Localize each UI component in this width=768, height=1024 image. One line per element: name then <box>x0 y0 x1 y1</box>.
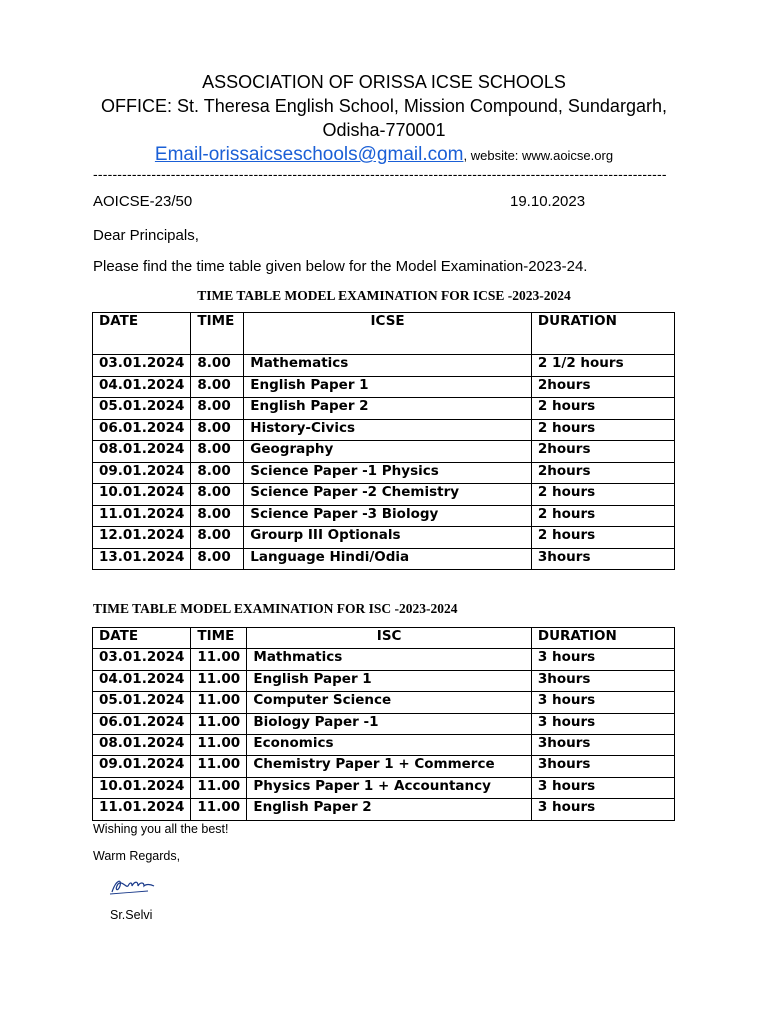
cell-duration: 3 hours <box>531 777 674 798</box>
cell-subject: Economics <box>247 734 531 755</box>
cell-duration: 3hours <box>531 734 674 755</box>
table-row <box>93 355 675 377</box>
cell-date: 08.01.2024 <box>93 734 191 755</box>
cell-time: 8.00 <box>191 505 244 527</box>
header-duration: DURATION <box>531 313 674 355</box>
cell-date: 04.01.2024 <box>93 670 191 691</box>
cell-subject: History-Civics <box>244 419 532 441</box>
org-name: ASSOCIATION OF ORISSA ICSE SCHOOLS <box>202 72 566 92</box>
table-row <box>93 713 675 734</box>
table-header-row <box>93 628 675 649</box>
icse-timetable <box>92 312 675 570</box>
table-row <box>93 462 675 484</box>
header-duration: DURATION <box>531 628 674 649</box>
cell-date: 12.01.2024 <box>93 527 191 549</box>
cell-time: 11.00 <box>191 692 247 713</box>
cell-duration: 3hours <box>531 756 674 777</box>
cell-duration: 3hours <box>531 548 674 570</box>
isc-table-title: TIME TABLE MODEL EXAMINATION FOR ISC -2023-2024 <box>93 601 458 616</box>
header-time: TIME <box>191 628 247 649</box>
cell-subject: Mathmatics <box>247 649 531 670</box>
header-date: DATE <box>93 313 191 355</box>
cell-duration: 2 hours <box>531 484 674 506</box>
table-row <box>93 419 675 441</box>
cell-subject: Science Paper -1 Physics <box>244 462 532 484</box>
cell-duration: 2 hours <box>531 419 674 441</box>
icse-table-title: TIME TABLE MODEL EXAMINATION FOR ICSE -2023-2024 <box>197 288 571 303</box>
cell-date: 05.01.2024 <box>93 692 191 713</box>
table-row <box>93 441 675 463</box>
office-address-city: Odisha-770001 <box>322 120 446 140</box>
cell-duration: 3 hours <box>531 692 674 713</box>
table-row <box>93 398 675 420</box>
cell-duration: 2 hours <box>531 527 674 549</box>
header-subject: ICSE <box>244 313 532 355</box>
reference-number: AOICSE-23/50 <box>93 193 193 210</box>
table-row <box>93 734 675 755</box>
cell-subject: Grourp III Optionals <box>244 527 532 549</box>
cell-duration: 2hours <box>531 376 674 398</box>
header-date: DATE <box>93 628 191 649</box>
table-row <box>93 505 675 527</box>
closing-wish: Wishing you all the best! <box>93 822 229 836</box>
cell-date: 10.01.2024 <box>93 484 191 506</box>
cell-date: 09.01.2024 <box>93 756 191 777</box>
cell-subject: Computer Science <box>247 692 531 713</box>
cell-time: 8.00 <box>191 355 244 377</box>
table-row <box>93 527 675 549</box>
cell-subject: Biology Paper -1 <box>247 713 531 734</box>
cell-time: 8.00 <box>191 419 244 441</box>
cell-duration: 2 hours <box>531 505 674 527</box>
cell-date: 03.01.2024 <box>93 649 191 670</box>
separator-line: ---------------------------------------------------------------------------------------------------------------------- <box>93 166 667 182</box>
table-header-row <box>93 313 675 355</box>
cell-time: 8.00 <box>191 398 244 420</box>
cell-duration: 3 hours <box>531 649 674 670</box>
cell-date: 10.01.2024 <box>93 777 191 798</box>
email-link[interactable]: Email-orissaicseschools@gmail.com <box>154 144 464 165</box>
cell-subject: Science Paper -3 Biology <box>244 505 532 527</box>
cell-time: 8.00 <box>191 527 244 549</box>
cell-date: 11.01.2024 <box>93 505 191 527</box>
cell-duration: 2hours <box>531 441 674 463</box>
cell-date: 03.01.2024 <box>93 355 191 377</box>
website-text: , website: www.aoicse.org <box>463 148 614 163</box>
cell-subject: Language Hindi/Odia <box>244 548 532 570</box>
cell-subject: English Paper 1 <box>247 670 531 691</box>
signatory-name: Sr.Selvi <box>110 908 153 922</box>
cell-subject: Chemistry Paper 1 + Commerce <box>247 756 531 777</box>
cell-subject: English Paper 2 <box>247 799 531 820</box>
table-row <box>93 799 675 820</box>
cell-date: 06.01.2024 <box>93 713 191 734</box>
cell-duration: 3 hours <box>531 799 674 820</box>
cell-date: 11.01.2024 <box>93 799 191 820</box>
cell-time: 11.00 <box>191 756 247 777</box>
cell-time: 8.00 <box>191 462 244 484</box>
contact-line <box>0 142 768 168</box>
cell-date: 06.01.2024 <box>93 419 191 441</box>
closing-regards: Warm Regards, <box>93 849 181 863</box>
cell-time: 11.00 <box>191 670 247 691</box>
cell-subject: Mathematics <box>244 355 532 377</box>
table-row <box>93 692 675 713</box>
header-time: TIME <box>191 313 244 355</box>
cell-subject: Science Paper -2 Chemistry <box>244 484 532 506</box>
cell-duration: 3 hours <box>531 713 674 734</box>
cell-subject: Physics Paper 1 + Accountancy <box>247 777 531 798</box>
cell-duration: 2 1/2 hours <box>531 355 674 377</box>
cell-subject: Geography <box>244 441 532 463</box>
cell-time: 8.00 <box>191 484 244 506</box>
table-row <box>93 548 675 570</box>
cell-date: 08.01.2024 <box>93 441 191 463</box>
table-row <box>93 376 675 398</box>
cell-duration: 3hours <box>531 670 674 691</box>
cell-time: 8.00 <box>191 441 244 463</box>
cell-date: 04.01.2024 <box>93 376 191 398</box>
cell-time: 8.00 <box>191 548 244 570</box>
header-subject: ISC <box>247 628 531 649</box>
cell-time: 11.00 <box>191 713 247 734</box>
cell-time: 11.00 <box>191 734 247 755</box>
cell-duration: 2hours <box>531 462 674 484</box>
cell-time: 11.00 <box>191 799 247 820</box>
table-row <box>93 670 675 691</box>
cell-date: 05.01.2024 <box>93 398 191 420</box>
cell-date: 09.01.2024 <box>93 462 191 484</box>
cell-subject: English Paper 2 <box>244 398 532 420</box>
cell-date: 13.01.2024 <box>93 548 191 570</box>
greeting: Dear Principals, <box>93 227 199 244</box>
cell-time: 8.00 <box>191 376 244 398</box>
cell-time: 11.00 <box>191 777 247 798</box>
intro-text: Please find the time table given below for the Model Examination-2023-24. <box>93 258 588 275</box>
signature-image <box>108 874 158 896</box>
table-row <box>93 777 675 798</box>
cell-duration: 2 hours <box>531 398 674 420</box>
cell-subject: English Paper 1 <box>244 376 532 398</box>
table-row <box>93 649 675 670</box>
office-address: OFFICE: St. Theresa English School, Mission Compound, Sundargarh, <box>101 96 667 116</box>
table-row <box>93 756 675 777</box>
table-row <box>93 484 675 506</box>
cell-time: 11.00 <box>191 649 247 670</box>
letter-date: 19.10.2023 <box>510 193 586 210</box>
isc-timetable <box>92 627 675 821</box>
